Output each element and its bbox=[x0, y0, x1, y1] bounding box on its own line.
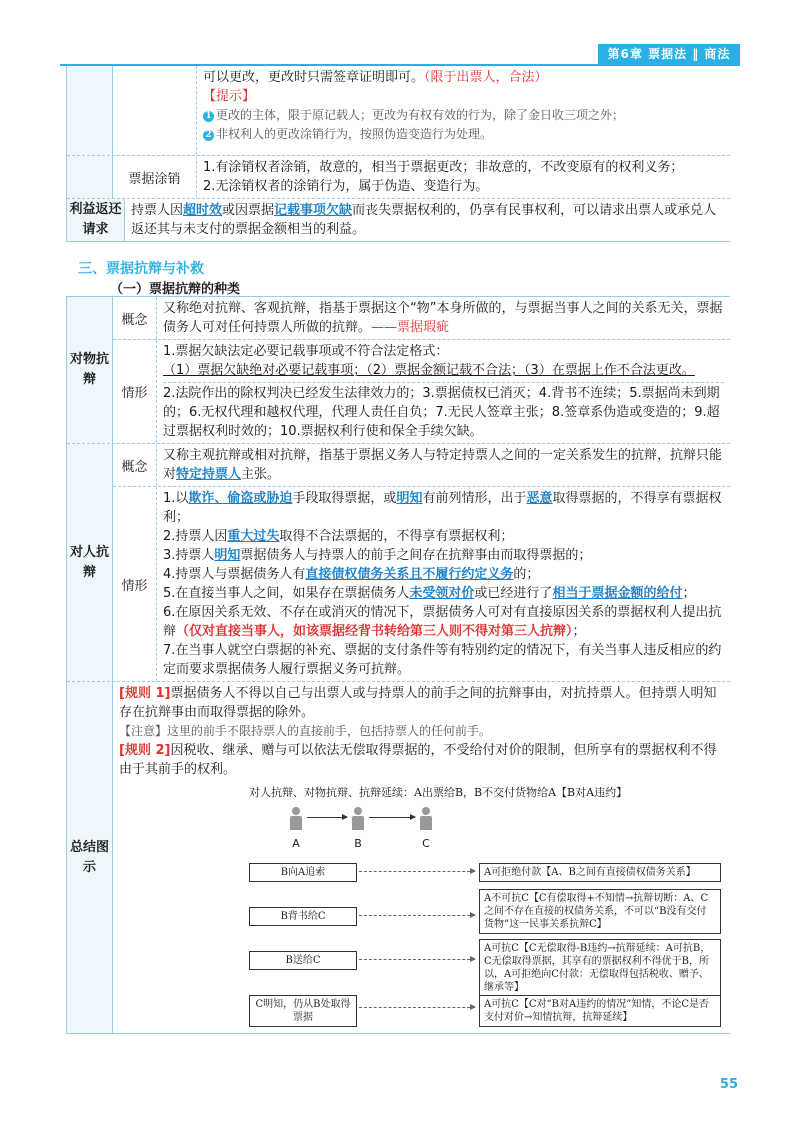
tuxiao-label: 票据涂销 bbox=[113, 156, 197, 198]
change-text: 可以更改，更改时只需签章证明即可。 bbox=[203, 70, 425, 85]
duiren-block bbox=[67, 444, 730, 682]
subsection-title: （一）票据抗辩的种类 bbox=[110, 282, 241, 297]
summary-note: 【注意】这里的前手不限持票人的直接前手，包括持票人的任何前手。 bbox=[119, 724, 492, 738]
case-right-2: A不可抗C【C有偿取得+不知情→抗辩切断：A、C之间不存在直接的权债务关系，不可以“B没有交付货物”这一民事关系抗辩C】 bbox=[479, 889, 721, 934]
case-label: 情形 bbox=[113, 487, 157, 681]
duiwu-concept: 又称绝对抗辩、客观抗辩，指基于票据这个“物”本身所做的，与票据当事人之间的关系无关，票据债务人可对任何持票人所做的抗辩。——票据瑕疵 bbox=[163, 301, 723, 335]
page-number: 55 bbox=[719, 1077, 738, 1092]
liyi-label: 利益返还请求 bbox=[67, 199, 125, 241]
change-content bbox=[197, 66, 730, 155]
tip-title: 【提示】 bbox=[203, 89, 256, 104]
duiren-concept-row bbox=[113, 444, 730, 487]
liyi-content: 持票人因超时效或因票据记载事项欠缺而丧失票据权利的，仍享有民事权利，可以请求出票人或承兑人返还其与未支付的票据金额相当的利益。 bbox=[131, 203, 717, 237]
case-label: 情形 bbox=[113, 340, 157, 443]
duiwu-case-row bbox=[113, 340, 730, 443]
duiren-case-row bbox=[113, 487, 730, 681]
case-right-4: A可抗C【C对“B对A违约的情况”知情，不论C是否支付对价→知情抗辩，抗辩延续】 bbox=[479, 995, 721, 1027]
duiren-label: 对人抗辩 bbox=[67, 444, 113, 681]
duiren-cases: 1.以欺诈、偷盗或胁迫手段取得票据，或明知有前列情形，出于恶意取得票据的，不得享有票据权利； 2.持票人因重大过失取得不合法票据的，不得享有票据权利； 3.持票人明知票据债务人与持票人的前手之间存在抗辩事由而取得票据的； 4.持票人与票据债务人有直接债权债务关系且不履行约定义务的； 5.在直接当事人之间，如果存在票据债务人未受领对价或已经进行了相当于票据金额的给付； 6.在原因关系无效、不存在或消灭的情况下，票据债务人可对有直接原因关系的票据权利人提出抗辩（仅对直接当事人，如该票据经背书转给第三人则不得对第三人抗辩）； 7.在当事人就空白票据的补充、票据的支付条件等有特别约定的情况下，有关当事人违反相应的约定而要求票据债务人履行票据义务可抗辩。 bbox=[163, 491, 722, 677]
tuxiao-row bbox=[67, 156, 730, 199]
blank-cell bbox=[67, 66, 113, 155]
summary-content: [规则 1]票据债务人不得以自己与出票人或与持票人的前手之间的抗辩事由，对抗持票人。但持票人明知存在抗辩事由而取得票据的除外。 【注意】这里的前手不限持票人的直接前手，包括持票人的任何前手。 [规则 2]因税收、继承、赠与可以依法无偿取得票据的，不受给付对价的限制，但所享有的票据权利不得由于其前手的权利。 对人抗辩、对物抗辩、抗辩延续：A出票给B，B不交付货物给A【B对A违约】 A B C B向A追索 A可拒绝付款【A、B之间有直接债权债务关系】 B背书给C A不可抗C【C有偿取得+不知情→抗辩切断：A、C之间不存在直接的权债务关系，不可以“B没有交付货物”这一民事关系抗辩C】 B送给C A可抗C【C无偿取得-B违约→抗辩延续：A可抗B，C无偿取得票据，其享有的票据权利不得优于B，所以，A可拒绝向C付款：无偿取得包括税收、赠予、继承等】 C明知，仍从B处取得票据 A可抗C【C对“B对A违约的情况”知情，不论C是否支付对价→知情抗辩，抗辩延续】 bbox=[113, 682, 730, 1033]
person-c-icon: C bbox=[419, 807, 433, 853]
section-title: 三、票据抗辩与补救 bbox=[78, 261, 204, 277]
concept-label: 概念 bbox=[113, 297, 157, 339]
tip-1: 1 更改的主体，限于原记载人；更改为有权有效的行为，除了金日收三项之外； bbox=[203, 106, 724, 125]
case-left-3: B送给C bbox=[249, 951, 357, 970]
defense-table bbox=[66, 296, 730, 1034]
duiwu-cases: 1.票据欠缺法定必要记载事项或不符合法定格式： （1）票据欠缺绝对必要记载事项；（2）票据金额记载不合法；（3）在票据上作不合法更改。 2.法院作出的除权判决已经发生法律效力的；3.票据债权已消灭；4.背书不连续；5.票据尚未到期的；6.无权代理和越权代理，代理人责任自负；7.无民人签章主张；8.签章系伪造或变造的；9.超过票据权利时效的；10.票据权利行使和保全手续欠缺。 bbox=[157, 340, 730, 443]
top-table bbox=[66, 66, 730, 242]
tip-2: 2 非权利人的更改涂销行为，按照伪造变造行为处理。 bbox=[203, 125, 724, 144]
number-icon: 2 bbox=[203, 130, 214, 141]
case-left-1: B向A追索 bbox=[249, 863, 357, 882]
person-b-icon: B bbox=[351, 807, 365, 853]
blank-cell bbox=[67, 156, 113, 198]
diagram-title: 对人抗辩、对物抗辩、抗辩延续：A出票给B，B不交付货物给A【B对A违约】 bbox=[249, 786, 628, 799]
duiwu-label: 对物抗辩 bbox=[67, 297, 113, 443]
number-icon: 1 bbox=[203, 111, 214, 122]
arrow-icon bbox=[359, 1007, 475, 1008]
arrow-icon bbox=[369, 817, 415, 818]
arrow-icon bbox=[359, 959, 475, 960]
duiren-concept: 又称主观抗辩或相对抗辩，指基于票据义务人与特定持票人之间的一定关系发生的抗辩，抗辩只能对特定持票人主张。 bbox=[163, 448, 723, 482]
arrow-icon bbox=[307, 817, 347, 818]
arrow-icon bbox=[359, 871, 475, 872]
change-row bbox=[67, 66, 730, 156]
blank-cell bbox=[113, 66, 197, 155]
case-right-1: A可拒绝付款【A、B之间有直接债权债务关系】 bbox=[479, 863, 721, 882]
arrow-icon bbox=[359, 915, 475, 916]
summary-label: 总结图示 bbox=[67, 682, 113, 1033]
case-right-3: A可抗C【C无偿取得-B违约→抗辩延续：A可抗B，C无偿取得票据，其享有的票据权利不得优于B，所以，A可拒绝向C付款：无偿取得包括税收、赠予、继承等】 bbox=[479, 939, 721, 997]
duiwu-concept-row bbox=[113, 297, 730, 340]
concept-label: 概念 bbox=[113, 444, 157, 486]
case-left-2: B背书给C bbox=[249, 907, 357, 926]
chapter-tag: 第6章 票据法 ‖ 商法 bbox=[598, 44, 740, 64]
change-red: （限于出票人，合法） bbox=[424, 70, 548, 85]
person-a-icon: A bbox=[289, 807, 303, 853]
liyi-row bbox=[67, 199, 730, 242]
case-left-4: C明知，仍从B处取得票据 bbox=[249, 995, 357, 1027]
defense-diagram bbox=[119, 783, 724, 1031]
duiwu-block bbox=[67, 297, 730, 444]
summary-block bbox=[67, 682, 730, 1034]
tuxiao-content: 1.有涂销权者涂销，故意的，相当于票据更改；非故意的，不改变原有的权利义务； 2.无涂销权者的涂销行为，属于伪造、变造行为。 bbox=[203, 160, 684, 194]
